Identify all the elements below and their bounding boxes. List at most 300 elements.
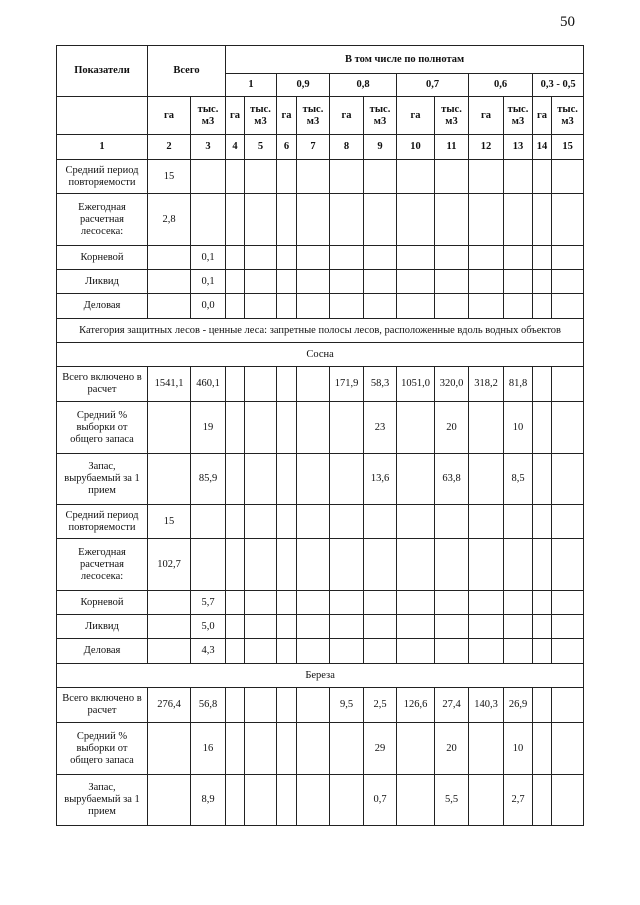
cell-col-3: 0,0 bbox=[191, 294, 226, 319]
cell-col-12: 140,3 bbox=[469, 688, 504, 723]
cell-col-15 bbox=[552, 591, 584, 615]
cell-col-10 bbox=[397, 270, 435, 294]
row-label: Запас, вырубаемый за 1 прием bbox=[57, 454, 148, 505]
cell-col-12 bbox=[469, 246, 504, 270]
cell-col-9 bbox=[364, 246, 397, 270]
column-numbers-row bbox=[57, 135, 584, 160]
cell-col-9: 23 bbox=[364, 402, 397, 454]
cell-col-11 bbox=[435, 639, 469, 664]
cell-col-12 bbox=[469, 454, 504, 505]
unit-ha: га bbox=[330, 97, 364, 135]
cell-col-8 bbox=[330, 246, 364, 270]
cell-col-3: 85,9 bbox=[191, 454, 226, 505]
cell-col-11 bbox=[435, 246, 469, 270]
row-label: Корневой bbox=[57, 591, 148, 615]
cell-col-14 bbox=[533, 194, 552, 246]
row-label: Корневой bbox=[57, 246, 148, 270]
cell-col-2 bbox=[148, 454, 191, 505]
cell-col-2: 15 bbox=[148, 505, 191, 539]
cell-col-3: 0,1 bbox=[191, 270, 226, 294]
unit-ha: га bbox=[277, 97, 297, 135]
cell-col-13 bbox=[504, 246, 533, 270]
column-number: 15 bbox=[552, 135, 584, 160]
cell-col-12 bbox=[469, 723, 504, 775]
cell-col-8 bbox=[330, 194, 364, 246]
cell-col-7 bbox=[297, 246, 330, 270]
cell-col-8: 171,9 bbox=[330, 367, 364, 402]
cell-col-6 bbox=[277, 246, 297, 270]
species-row bbox=[57, 664, 584, 688]
cell-col-2: 276,4 bbox=[148, 688, 191, 723]
table-row bbox=[57, 591, 584, 615]
row-label: Средний % выборки от общего запаса bbox=[57, 402, 148, 454]
cell-col-8 bbox=[330, 402, 364, 454]
unit-thous-m3: тыс. м3 bbox=[504, 97, 533, 135]
row-label: Ежегодная расчетная лесосека: bbox=[57, 539, 148, 591]
table-row bbox=[57, 160, 584, 194]
cell-col-5 bbox=[245, 723, 277, 775]
cell-col-9: 2,5 bbox=[364, 688, 397, 723]
cell-col-5 bbox=[245, 246, 277, 270]
cell-col-12 bbox=[469, 615, 504, 639]
cell-col-13: 81,8 bbox=[504, 367, 533, 402]
cell-col-11: 320,0 bbox=[435, 367, 469, 402]
cell-col-3: 8,9 bbox=[191, 775, 226, 826]
cell-col-14 bbox=[533, 367, 552, 402]
category-label: Категория защитных лесов - ценные леса: запретные полосы лесов, расположенные вдоль водных объектов bbox=[57, 319, 584, 343]
table-row bbox=[57, 294, 584, 319]
cell-col-10 bbox=[397, 775, 435, 826]
row-label: Ликвид bbox=[57, 270, 148, 294]
cell-col-12 bbox=[469, 775, 504, 826]
table-row bbox=[57, 402, 584, 454]
column-number: 13 bbox=[504, 135, 533, 160]
cell-col-9 bbox=[364, 160, 397, 194]
cell-col-7 bbox=[297, 194, 330, 246]
header-indicators: Показатели bbox=[57, 46, 148, 97]
cell-col-14 bbox=[533, 723, 552, 775]
cell-col-6 bbox=[277, 270, 297, 294]
cell-col-10: 1051,0 bbox=[397, 367, 435, 402]
table-row bbox=[57, 194, 584, 246]
cell-col-3 bbox=[191, 539, 226, 591]
cell-col-15 bbox=[552, 615, 584, 639]
cell-col-6 bbox=[277, 194, 297, 246]
cell-col-6 bbox=[277, 539, 297, 591]
cell-col-5 bbox=[245, 615, 277, 639]
table-row bbox=[57, 367, 584, 402]
cell-col-10 bbox=[397, 723, 435, 775]
cell-col-9 bbox=[364, 294, 397, 319]
cell-col-4 bbox=[226, 775, 245, 826]
cell-col-2 bbox=[148, 615, 191, 639]
cell-col-3: 4,3 bbox=[191, 639, 226, 664]
cell-col-7 bbox=[297, 688, 330, 723]
cell-col-3: 0,1 bbox=[191, 246, 226, 270]
cell-col-15 bbox=[552, 639, 584, 664]
cell-col-13: 10 bbox=[504, 723, 533, 775]
cell-col-5 bbox=[245, 454, 277, 505]
cell-col-4 bbox=[226, 294, 245, 319]
cell-col-7 bbox=[297, 402, 330, 454]
cell-col-2 bbox=[148, 270, 191, 294]
cell-col-4 bbox=[226, 270, 245, 294]
cell-col-2 bbox=[148, 246, 191, 270]
cell-col-11 bbox=[435, 505, 469, 539]
page-number: 50 bbox=[560, 14, 575, 30]
cell-col-3: 5,7 bbox=[191, 591, 226, 615]
column-number: 11 bbox=[435, 135, 469, 160]
cell-col-11: 5,5 bbox=[435, 775, 469, 826]
cell-col-7 bbox=[297, 615, 330, 639]
cell-col-6 bbox=[277, 160, 297, 194]
cell-col-15 bbox=[552, 454, 584, 505]
row-label: Деловая bbox=[57, 639, 148, 664]
cell-col-7 bbox=[297, 723, 330, 775]
cell-col-10 bbox=[397, 591, 435, 615]
header-density-09: 0,9 bbox=[277, 74, 330, 97]
cell-col-11: 20 bbox=[435, 402, 469, 454]
cell-col-2 bbox=[148, 402, 191, 454]
column-number: 1 bbox=[57, 135, 148, 160]
cell-col-10 bbox=[397, 402, 435, 454]
cell-col-10 bbox=[397, 194, 435, 246]
table-row bbox=[57, 615, 584, 639]
cell-col-5 bbox=[245, 270, 277, 294]
cell-col-12 bbox=[469, 639, 504, 664]
cell-col-5 bbox=[245, 591, 277, 615]
cell-col-11 bbox=[435, 194, 469, 246]
cell-col-4 bbox=[226, 688, 245, 723]
cell-col-14 bbox=[533, 270, 552, 294]
cell-col-9 bbox=[364, 615, 397, 639]
table-row bbox=[57, 246, 584, 270]
header-density-08: 0,8 bbox=[330, 74, 397, 97]
cell-col-7 bbox=[297, 775, 330, 826]
cell-col-14 bbox=[533, 639, 552, 664]
column-number: 9 bbox=[364, 135, 397, 160]
forest-table bbox=[56, 45, 584, 826]
header-density-07: 0,7 bbox=[397, 74, 469, 97]
cell-col-4 bbox=[226, 194, 245, 246]
cell-col-6 bbox=[277, 775, 297, 826]
unit-ha: га bbox=[533, 97, 552, 135]
cell-col-3 bbox=[191, 505, 226, 539]
cell-col-8: 9,5 bbox=[330, 688, 364, 723]
column-number: 12 bbox=[469, 135, 504, 160]
cell-col-12 bbox=[469, 160, 504, 194]
table-row bbox=[57, 454, 584, 505]
cell-col-11: 27,4 bbox=[435, 688, 469, 723]
cell-col-5 bbox=[245, 367, 277, 402]
cell-col-9 bbox=[364, 591, 397, 615]
cell-col-15 bbox=[552, 367, 584, 402]
cell-col-15 bbox=[552, 294, 584, 319]
cell-col-3: 5,0 bbox=[191, 615, 226, 639]
cell-col-15 bbox=[552, 160, 584, 194]
cell-col-14 bbox=[533, 505, 552, 539]
cell-col-14 bbox=[533, 402, 552, 454]
cell-col-9: 13,6 bbox=[364, 454, 397, 505]
cell-col-5 bbox=[245, 294, 277, 319]
header-density-1: 1 bbox=[226, 74, 277, 97]
cell-col-4 bbox=[226, 615, 245, 639]
cell-col-10 bbox=[397, 539, 435, 591]
cell-col-5 bbox=[245, 539, 277, 591]
row-label: Средний период повторяемости bbox=[57, 505, 148, 539]
unit-ha: га bbox=[469, 97, 504, 135]
cell-col-6 bbox=[277, 402, 297, 454]
cell-col-8 bbox=[330, 505, 364, 539]
unit-thous-m3: тыс. м3 bbox=[245, 97, 277, 135]
cell-col-13 bbox=[504, 505, 533, 539]
cell-col-14 bbox=[533, 246, 552, 270]
cell-col-10 bbox=[397, 639, 435, 664]
cell-col-2: 2,8 bbox=[148, 194, 191, 246]
cell-col-4 bbox=[226, 539, 245, 591]
cell-col-7 bbox=[297, 367, 330, 402]
cell-col-8 bbox=[330, 639, 364, 664]
row-label: Средний период повторяемости bbox=[57, 160, 148, 194]
cell-col-13 bbox=[504, 639, 533, 664]
cell-col-6 bbox=[277, 723, 297, 775]
cell-col-15 bbox=[552, 775, 584, 826]
cell-col-10 bbox=[397, 505, 435, 539]
cell-col-10 bbox=[397, 615, 435, 639]
cell-col-6 bbox=[277, 367, 297, 402]
cell-col-6 bbox=[277, 639, 297, 664]
cell-col-9 bbox=[364, 639, 397, 664]
cell-col-14 bbox=[533, 688, 552, 723]
cell-col-12 bbox=[469, 294, 504, 319]
cell-col-15 bbox=[552, 723, 584, 775]
cell-col-4 bbox=[226, 454, 245, 505]
cell-col-13 bbox=[504, 294, 533, 319]
cell-col-14 bbox=[533, 775, 552, 826]
cell-col-10 bbox=[397, 160, 435, 194]
cell-col-3 bbox=[191, 194, 226, 246]
cell-col-5 bbox=[245, 688, 277, 723]
unit-ha: га bbox=[226, 97, 245, 135]
row-label: Средний % выборки от общего запаса bbox=[57, 723, 148, 775]
cell-col-13 bbox=[504, 160, 533, 194]
column-number: 14 bbox=[533, 135, 552, 160]
table-row bbox=[57, 775, 584, 826]
cell-col-11: 63,8 bbox=[435, 454, 469, 505]
cell-col-9 bbox=[364, 505, 397, 539]
cell-col-3: 56,8 bbox=[191, 688, 226, 723]
cell-col-2: 102,7 bbox=[148, 539, 191, 591]
unit-ha: га bbox=[397, 97, 435, 135]
cell-col-12: 318,2 bbox=[469, 367, 504, 402]
cell-col-14 bbox=[533, 591, 552, 615]
row-label: Запас, вырубаемый за 1 прием bbox=[57, 775, 148, 826]
column-number: 6 bbox=[277, 135, 297, 160]
cell-col-11 bbox=[435, 270, 469, 294]
cell-col-6 bbox=[277, 294, 297, 319]
cell-col-5 bbox=[245, 505, 277, 539]
cell-col-5 bbox=[245, 402, 277, 454]
cell-col-12 bbox=[469, 194, 504, 246]
cell-col-7 bbox=[297, 539, 330, 591]
cell-col-2 bbox=[148, 294, 191, 319]
unit-thous-m3: тыс. м3 bbox=[191, 97, 226, 135]
species-label: Сосна bbox=[57, 343, 584, 367]
cell-col-8 bbox=[330, 454, 364, 505]
cell-col-2 bbox=[148, 775, 191, 826]
cell-col-8 bbox=[330, 775, 364, 826]
cell-col-4 bbox=[226, 723, 245, 775]
cell-col-13 bbox=[504, 539, 533, 591]
unit-thous-m3: тыс. м3 bbox=[364, 97, 397, 135]
cell-col-9: 0,7 bbox=[364, 775, 397, 826]
column-number: 8 bbox=[330, 135, 364, 160]
cell-col-3: 19 bbox=[191, 402, 226, 454]
cell-col-15 bbox=[552, 505, 584, 539]
cell-col-14 bbox=[533, 160, 552, 194]
cell-col-5 bbox=[245, 160, 277, 194]
row-label: Всего включено в расчет bbox=[57, 688, 148, 723]
cell-col-6 bbox=[277, 615, 297, 639]
category-row bbox=[57, 319, 584, 343]
column-number: 4 bbox=[226, 135, 245, 160]
cell-col-8 bbox=[330, 591, 364, 615]
cell-col-8 bbox=[330, 539, 364, 591]
cell-col-2: 15 bbox=[148, 160, 191, 194]
cell-col-8 bbox=[330, 160, 364, 194]
cell-col-15 bbox=[552, 270, 584, 294]
cell-col-8 bbox=[330, 270, 364, 294]
cell-col-15 bbox=[552, 194, 584, 246]
cell-col-13: 10 bbox=[504, 402, 533, 454]
cell-col-7 bbox=[297, 294, 330, 319]
cell-col-12 bbox=[469, 270, 504, 294]
cell-col-5 bbox=[245, 775, 277, 826]
cell-col-2 bbox=[148, 639, 191, 664]
cell-col-9 bbox=[364, 539, 397, 591]
cell-col-6 bbox=[277, 505, 297, 539]
cell-col-14 bbox=[533, 454, 552, 505]
cell-col-15 bbox=[552, 539, 584, 591]
cell-col-12 bbox=[469, 402, 504, 454]
species-label: Береза bbox=[57, 664, 584, 688]
cell-col-12 bbox=[469, 539, 504, 591]
cell-col-14 bbox=[533, 615, 552, 639]
cell-col-5 bbox=[245, 639, 277, 664]
cell-col-7 bbox=[297, 591, 330, 615]
cell-col-8 bbox=[330, 615, 364, 639]
cell-col-7 bbox=[297, 160, 330, 194]
cell-col-3 bbox=[191, 160, 226, 194]
header-by-density: В том числе по полнотам bbox=[226, 46, 584, 74]
table-row bbox=[57, 723, 584, 775]
table-row bbox=[57, 270, 584, 294]
cell-col-13 bbox=[504, 615, 533, 639]
species-row bbox=[57, 343, 584, 367]
cell-col-9: 58,3 bbox=[364, 367, 397, 402]
cell-col-10 bbox=[397, 454, 435, 505]
cell-col-11 bbox=[435, 591, 469, 615]
units-row bbox=[57, 97, 584, 135]
table-row bbox=[57, 505, 584, 539]
cell-col-9: 29 bbox=[364, 723, 397, 775]
cell-col-13 bbox=[504, 194, 533, 246]
cell-col-8 bbox=[330, 723, 364, 775]
units-blank bbox=[57, 97, 148, 135]
column-number: 2 bbox=[148, 135, 191, 160]
row-label: Всего включено в расчет bbox=[57, 367, 148, 402]
header-density-06: 0,6 bbox=[469, 74, 533, 97]
cell-col-9 bbox=[364, 270, 397, 294]
cell-col-6 bbox=[277, 591, 297, 615]
cell-col-14 bbox=[533, 294, 552, 319]
cell-col-7 bbox=[297, 505, 330, 539]
unit-ha: га bbox=[148, 97, 191, 135]
cell-col-11 bbox=[435, 160, 469, 194]
cell-col-2: 1541,1 bbox=[148, 367, 191, 402]
table-row bbox=[57, 539, 584, 591]
cell-col-6 bbox=[277, 454, 297, 505]
cell-col-4 bbox=[226, 505, 245, 539]
cell-col-4 bbox=[226, 367, 245, 402]
cell-col-13 bbox=[504, 591, 533, 615]
cell-col-13: 8,5 bbox=[504, 454, 533, 505]
cell-col-10: 126,6 bbox=[397, 688, 435, 723]
table-row bbox=[57, 639, 584, 664]
column-number: 7 bbox=[297, 135, 330, 160]
table-row bbox=[57, 688, 584, 723]
cell-col-5 bbox=[245, 194, 277, 246]
cell-col-10 bbox=[397, 294, 435, 319]
column-number: 5 bbox=[245, 135, 277, 160]
cell-col-15 bbox=[552, 246, 584, 270]
cell-col-2 bbox=[148, 723, 191, 775]
cell-col-13 bbox=[504, 270, 533, 294]
cell-col-4 bbox=[226, 639, 245, 664]
cell-col-4 bbox=[226, 160, 245, 194]
cell-col-11 bbox=[435, 615, 469, 639]
cell-col-8 bbox=[330, 294, 364, 319]
column-number: 3 bbox=[191, 135, 226, 160]
header-total: Всего bbox=[148, 46, 226, 97]
cell-col-15 bbox=[552, 688, 584, 723]
cell-col-11 bbox=[435, 539, 469, 591]
row-label: Ликвид bbox=[57, 615, 148, 639]
cell-col-4 bbox=[226, 246, 245, 270]
unit-thous-m3: тыс. м3 bbox=[297, 97, 330, 135]
cell-col-9 bbox=[364, 194, 397, 246]
unit-thous-m3: тыс. м3 bbox=[435, 97, 469, 135]
unit-thous-m3: тыс. м3 bbox=[552, 97, 584, 135]
cell-col-12 bbox=[469, 591, 504, 615]
header-density-03-05: 0,3 - 0,5 bbox=[533, 74, 584, 97]
cell-col-13: 2,7 bbox=[504, 775, 533, 826]
column-number: 10 bbox=[397, 135, 435, 160]
cell-col-14 bbox=[533, 539, 552, 591]
table-body bbox=[57, 46, 584, 826]
cell-col-4 bbox=[226, 402, 245, 454]
cell-col-12 bbox=[469, 505, 504, 539]
cell-col-11: 20 bbox=[435, 723, 469, 775]
row-label: Деловая bbox=[57, 294, 148, 319]
row-label: Ежегодная расчетная лесосека: bbox=[57, 194, 148, 246]
cell-col-11 bbox=[435, 294, 469, 319]
cell-col-4 bbox=[226, 591, 245, 615]
cell-col-13: 26,9 bbox=[504, 688, 533, 723]
cell-col-6 bbox=[277, 688, 297, 723]
cell-col-10 bbox=[397, 246, 435, 270]
cell-col-15 bbox=[552, 402, 584, 454]
